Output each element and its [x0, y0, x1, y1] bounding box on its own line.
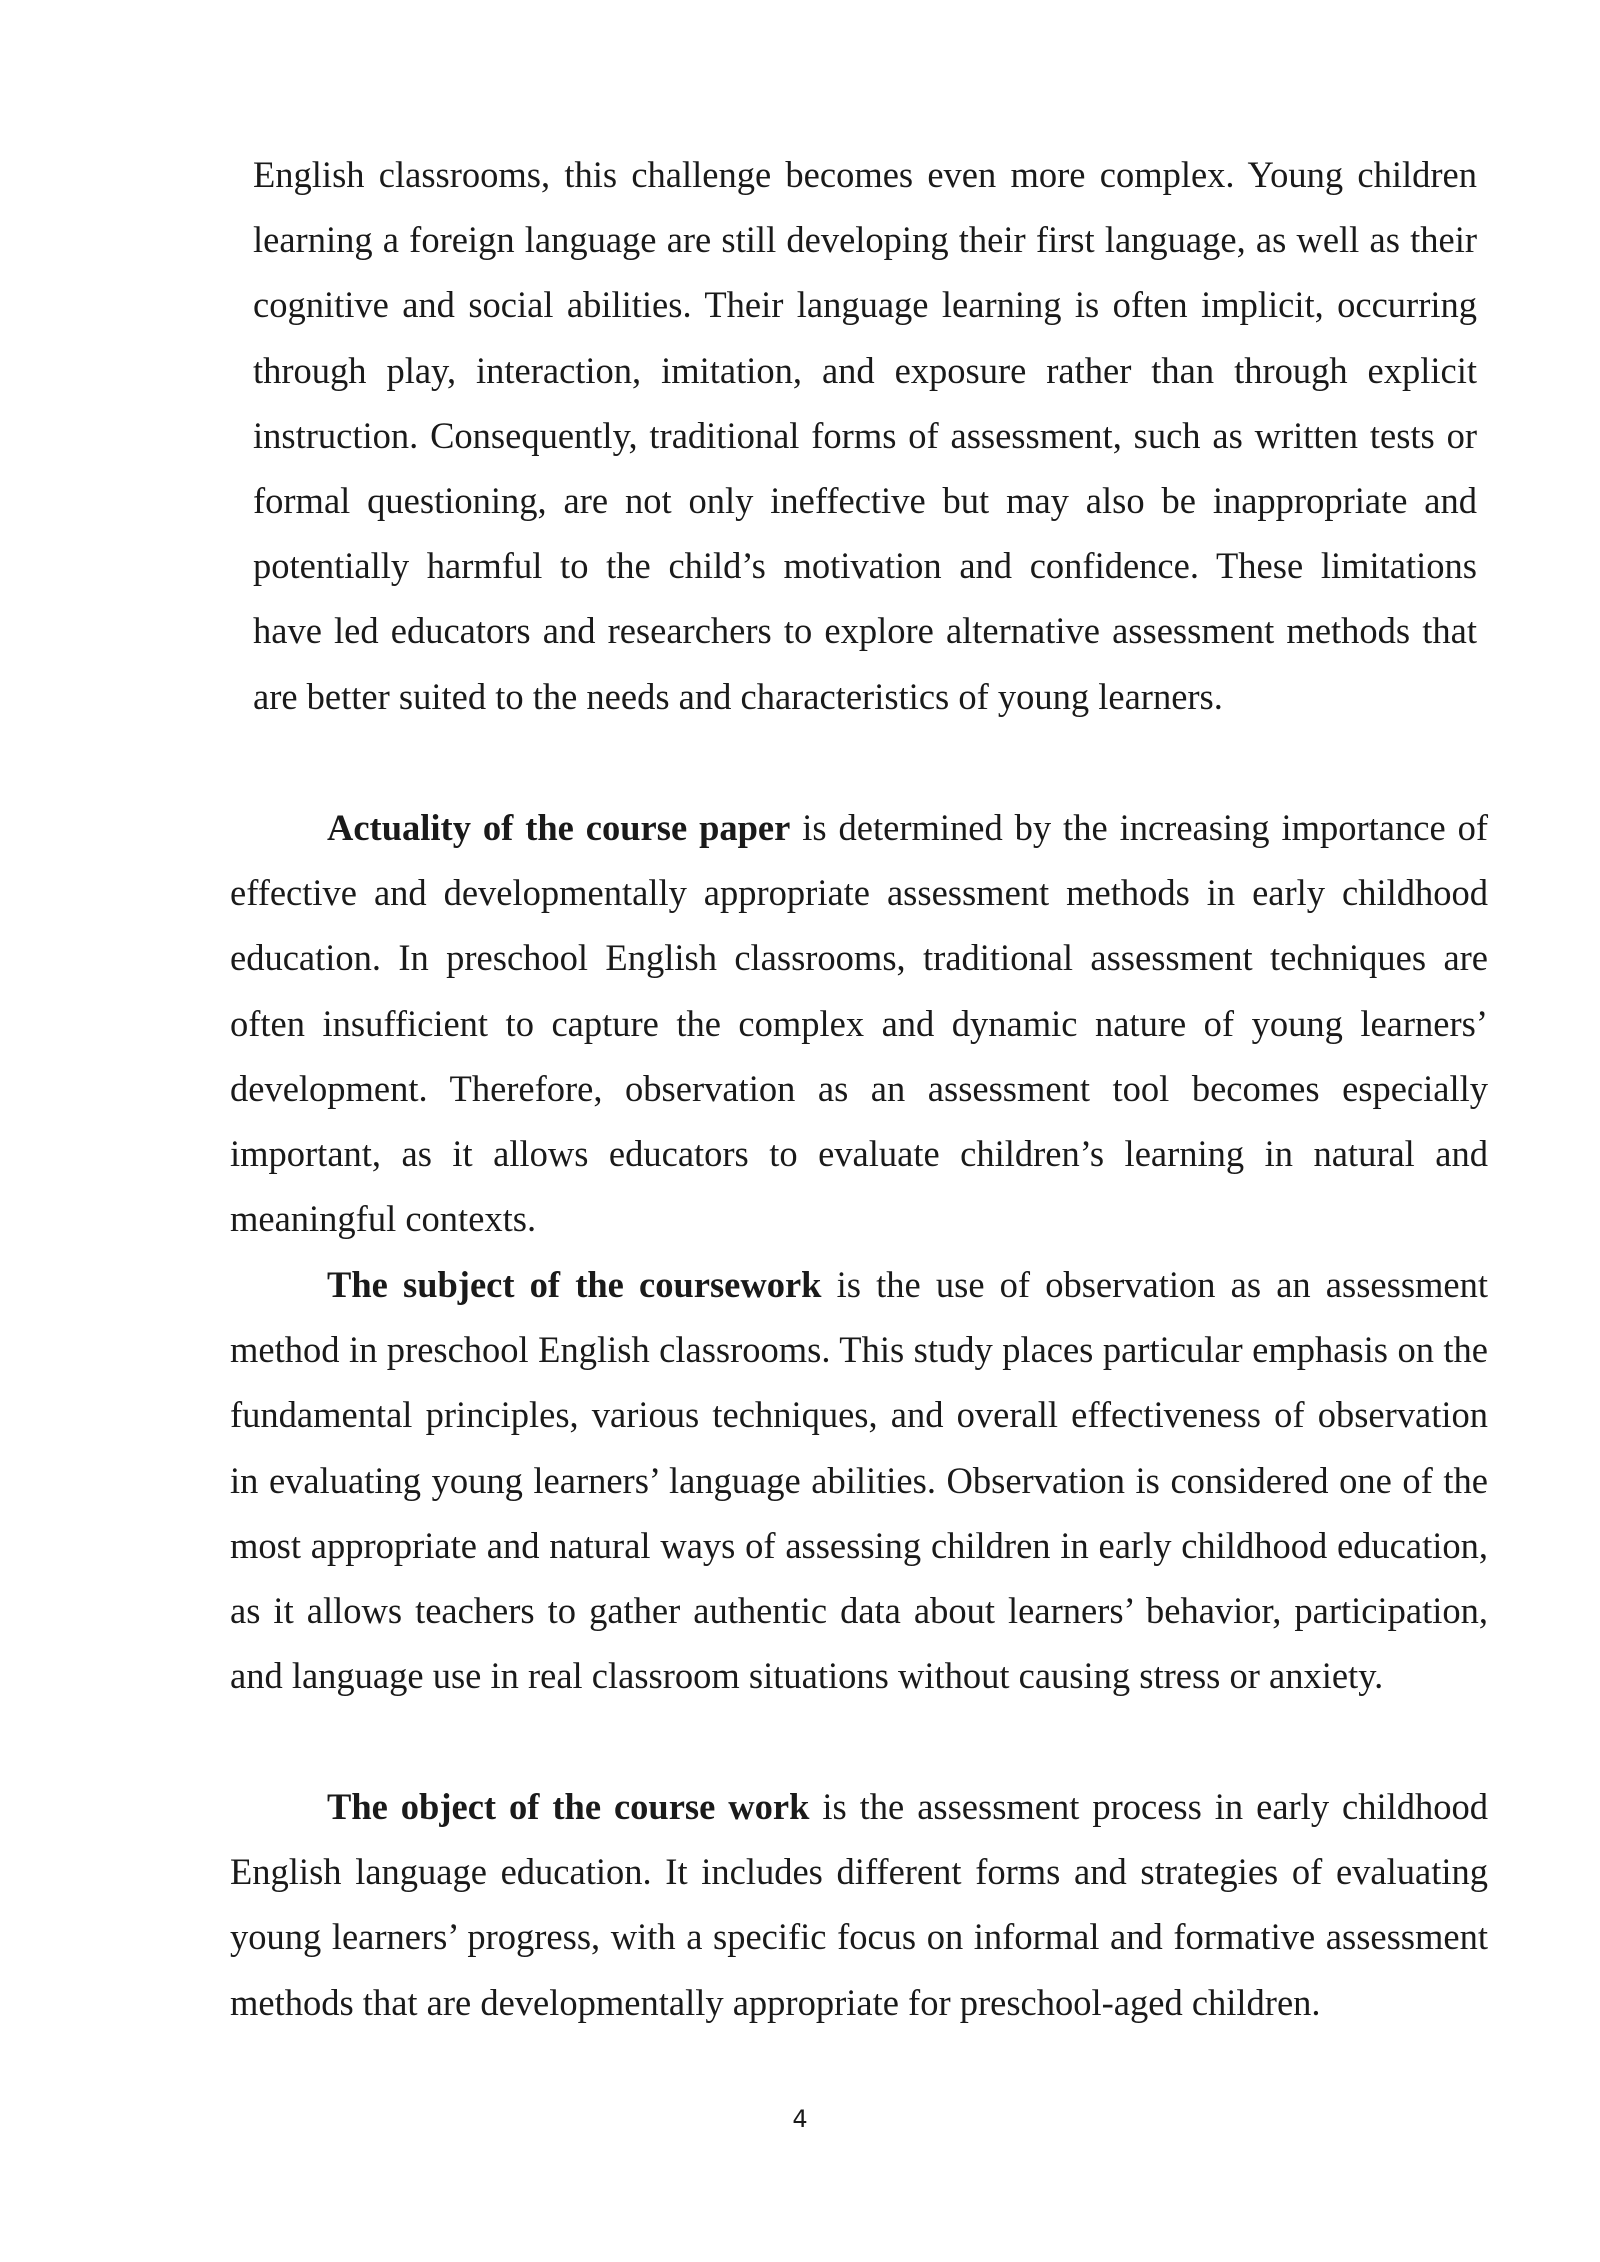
object-heading: The object of the course work	[327, 1786, 810, 1827]
subject-heading: The subject of the coursework	[327, 1264, 822, 1305]
page-number: 4	[792, 2105, 808, 2133]
actuality-paragraph	[230, 795, 1488, 1251]
actuality-text: is determined by the increasing importance of effective and developmentally appropriate assessment methods in early childhood education. In preschool English classrooms, traditional assessment techniques are often insufficient to capture the complex and dynamic nature of young learners’ development. Therefore, observation as an assessment tool becomes especially important, as it allows educators to evaluate children’s learning in natural and meaningful contexts.	[230, 807, 1488, 1240]
subject-paragraph	[230, 1252, 1488, 1708]
object-text: is the assessment process in early childhood English language education. It includes different forms and strategies of evaluating young learners’ progress, with a specific focus on informal and formative assessment methods that are developmentally appropriate for preschool-aged children.	[230, 1786, 1488, 2023]
continued-paragraph: English classrooms, this challenge becomes even more complex. Young children learning a foreign language are still developing their first language, as well as their cognitive and social abilities. Their language learning is often implicit, occurring through play, interaction, imitation, and exposure rather than through explicit instruction. Consequently, traditional forms of assessment, such as written tests or formal questioning, are not only ineffective but may also be inappropriate and potentially harmful to the child’s motivation and confidence. These limitations have led educators and researchers to explore alternative assessment methods that are better suited to the needs and characteristics of young learners.	[253, 154, 1477, 717]
object-paragraph	[230, 1774, 1488, 2035]
actuality-heading: Actuality of the course paper	[327, 807, 791, 848]
subject-text: is the use of observation as an assessment method in preschool English classrooms. This study places particular emphasis on the fundamental principles, various techniques, and overall effectiveness of observation in evaluating young learners’ language abilities. Observation is considered one of the most appropriate and natural ways of assessing children in early childhood education, as it allows teachers to gather authentic data about learners’ behavior, participation, and language use in real classroom situations without causing stress or anxiety.	[230, 1264, 1489, 1697]
